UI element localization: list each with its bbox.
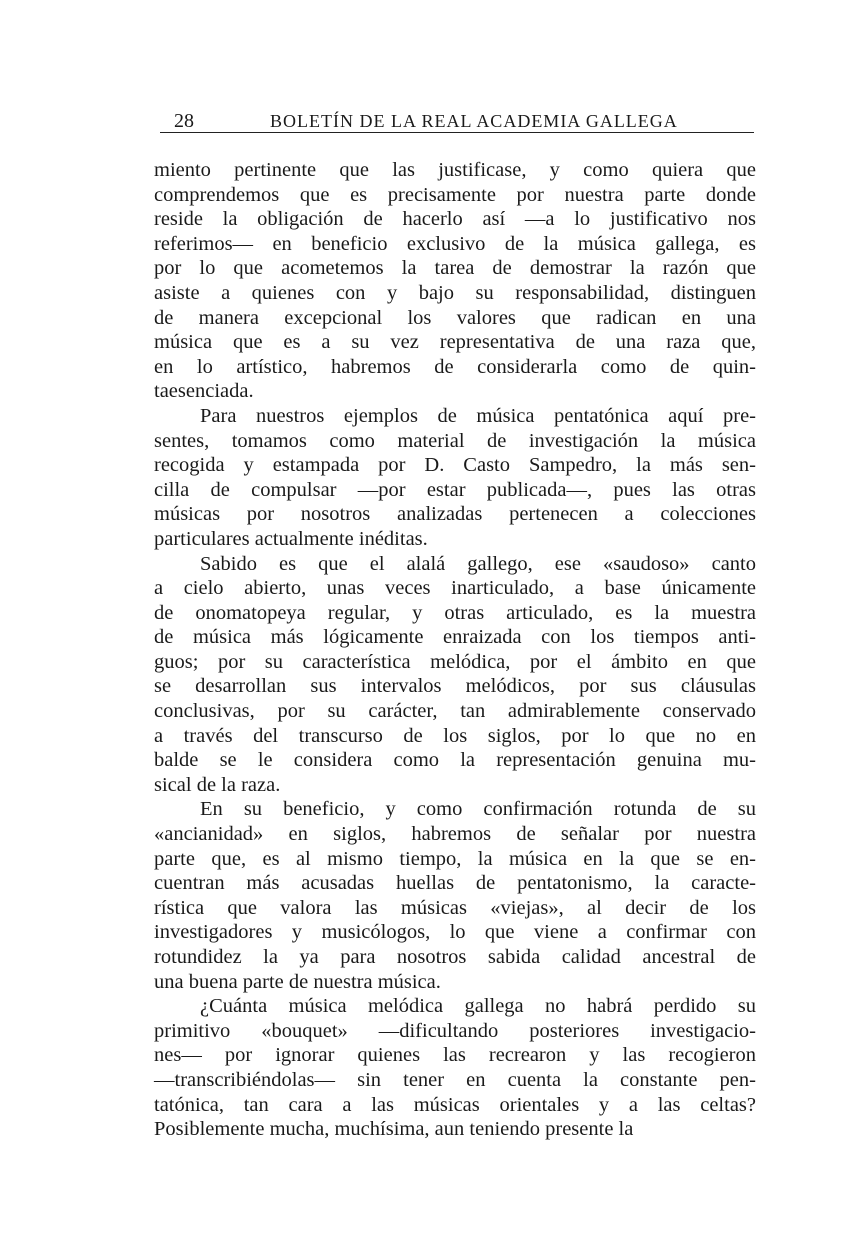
text-line: de onomatopeya regular, y otras articulado, es la muestra [154, 601, 756, 624]
text-line: rística que valora las músicas «viejas», al decir de los [154, 896, 756, 919]
text-line: En su beneficio, y como confirmación rotunda de su [200, 798, 756, 821]
text-line: rotundidez la ya para nosotros sabida calidad ancestral de [154, 946, 756, 968]
text-line: particulares actualmente inéditas. [154, 527, 428, 550]
text-line: taesenciada. [154, 380, 254, 403]
text-line: ¿Cuánta música melódica gallega no habrá perdido su [200, 995, 756, 1018]
text-line: una buena parte de nuestra música. [154, 970, 441, 993]
text-line: conclusivas, por su carácter, tan admirablemente conservado [154, 700, 756, 723]
text-line: de música más lógicamente enraizada con los tiempos anti- [154, 626, 756, 649]
text-line: nes— por ignorar quienes las recrearon y las recogieron [154, 1044, 756, 1067]
body-text [154, 158, 756, 1142]
paragraph [154, 797, 756, 994]
text-line: Sabido es que el alalá gallego, ese «saudoso» canto [200, 552, 756, 575]
text-line: guos; por su característica melódica, por el ámbito en que [154, 650, 756, 673]
text-line: de manera excepcional los valores que radican en una [154, 306, 756, 329]
text-line: Para nuestros ejemplos de música pentatónica aquí pre- [200, 404, 756, 427]
text-line: sical de la raza. [154, 773, 281, 796]
text-line: en lo artístico, habremos de considerarla como de quin- [154, 355, 756, 378]
text-line: se desarrollan sus intervalos melódicos, por sus cláusulas [154, 675, 756, 698]
paragraph [154, 404, 756, 552]
text-line: Posiblemente mucha, muchísima, aun teniendo presente la [154, 1118, 634, 1141]
paragraph [154, 994, 756, 1142]
text-line: a través del transcurso de los siglos, por lo que no en [154, 724, 756, 747]
paragraph [154, 552, 756, 798]
text-line: recogida y estampada por D. Casto Sampedro, la más sen- [154, 454, 756, 477]
text-line: cilla de compulsar —por estar publicada—, pues las otras [154, 478, 756, 501]
text-line: música que es a su vez representativa de una raza que, [154, 331, 756, 354]
text-line: parte que, es al mismo tiempo, la música en la que se en- [154, 847, 756, 870]
page-number: 28 [174, 110, 194, 132]
paragraph [154, 158, 756, 404]
running-title: BOLETÍN DE LA REAL ACADEMIA GALLEGA [270, 111, 678, 131]
running-header [160, 106, 754, 133]
text-line: cuentran más acusadas huellas de pentatonismo, la caracte- [154, 872, 756, 895]
text-line: asiste a quienes con y bajo su responsabilidad, distinguen [154, 281, 756, 304]
text-line: tatónica, tan cara a las músicas orientales y a las celtas? [154, 1093, 756, 1116]
text-line: investigadores y musicólogos, lo que viene a confirmar con [154, 921, 756, 944]
text-line: —transcribiéndolas— sin tener en cuenta la constante pen- [154, 1068, 756, 1091]
text-line: comprendemos que es precisamente por nuestra parte donde [154, 183, 756, 206]
text-line: primitivo «bouquet» —dificultando posteriores investigacio- [154, 1019, 756, 1042]
text-line: miento pertinente que las justificase, y como quiera que [154, 159, 756, 181]
text-line: reside la obligación de hacerlo así —a lo justificativo nos [154, 208, 756, 231]
text-line: «ancianidad» en siglos, habremos de señalar por nuestra [154, 823, 756, 846]
text-line: por lo que acometemos la tarea de demostrar la razón que [154, 257, 756, 280]
text-line: músicas por nosotros analizadas pertenecen a colecciones [154, 503, 756, 526]
text-line: referimos— en beneficio exclusivo de la música gallega, es [154, 232, 756, 255]
text-line: balde se le considera como la representación genuina mu- [154, 749, 756, 772]
text-line: sentes, tomamos como material de investigación la música [154, 429, 756, 452]
text-line: a cielo abierto, unas veces inarticulado, a base únicamente [154, 577, 756, 600]
